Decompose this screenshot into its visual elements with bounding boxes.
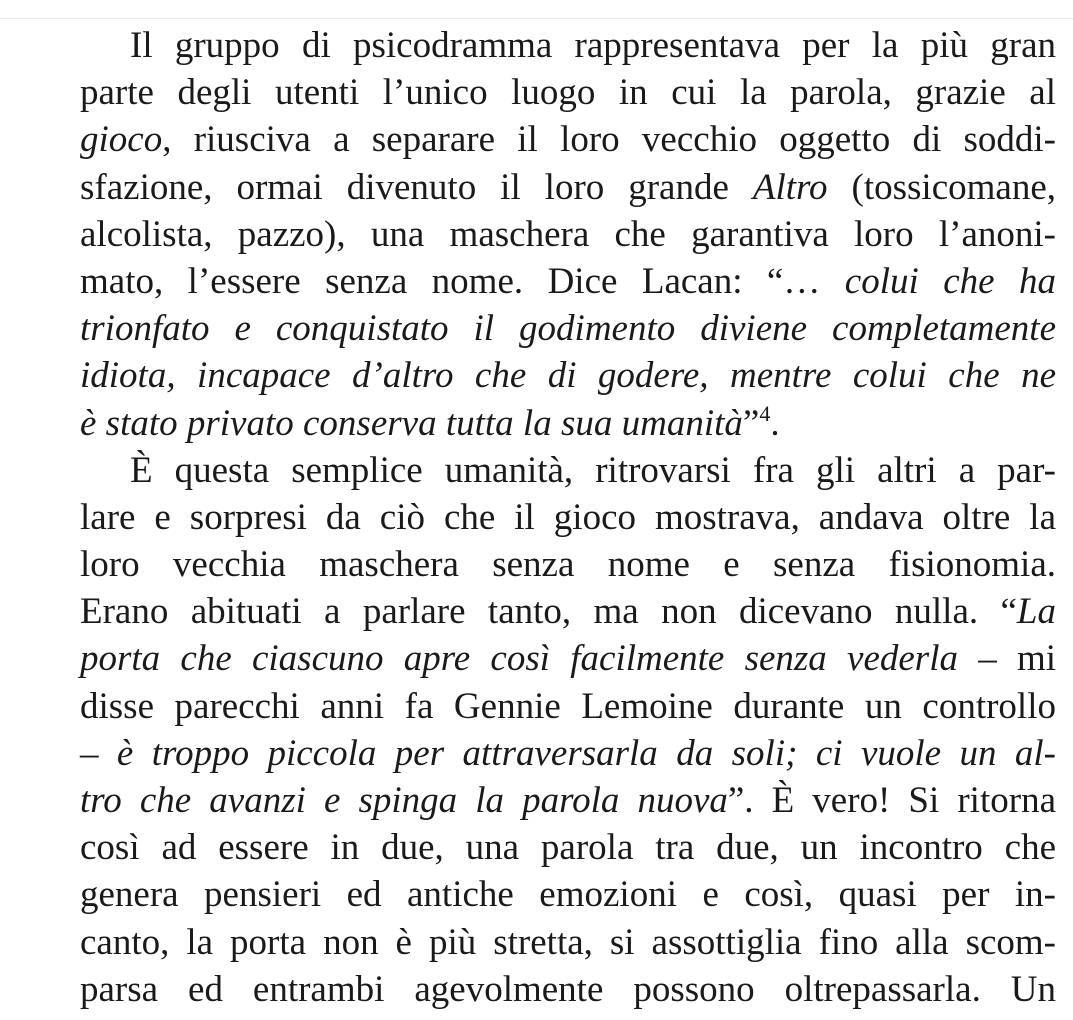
text-line <box>80 919 1056 966</box>
italic-text-run: è troppo piccola per attraversarla da soli; ci vuole un al- <box>116 732 1056 774</box>
text-run: Il gruppo di psicodramma rappresentava per la più gran <box>130 25 1056 66</box>
italic-text-run: La <box>1016 591 1056 633</box>
text-line <box>80 541 1056 588</box>
text-run: così ad essere in due, una parola tra due, un incontro che <box>80 827 1056 869</box>
text-line <box>80 69 1056 116</box>
italic-text-run: gioco <box>80 119 163 161</box>
text-line <box>80 116 1056 163</box>
text-run: , riusciva a separare il loro vecchio oggetto di soddi- <box>162 119 1056 161</box>
text-run: – <box>80 732 117 774</box>
italic-text-run: porta che ciascuno apre così facilmente senza vederla <box>80 638 958 680</box>
italic-text-run: trionfato e conquistato il godimento diviene completamente <box>80 308 1056 350</box>
document-body <box>80 22 1056 1013</box>
text-line <box>80 871 1056 918</box>
text-run: canto, la porta non è più stretta, si assottiglia fino alla scom- <box>80 921 1056 963</box>
italic-text-run: tro che avanzi e spinga la parola nuova <box>80 780 728 821</box>
text-line <box>80 635 1056 682</box>
page-top-border <box>0 18 1073 19</box>
paragraph <box>80 22 1056 447</box>
text-run: Erano abituati a parlare tanto, ma non dicevano nulla. “ <box>80 591 1017 633</box>
text-run: (tossicomane, <box>827 166 1056 208</box>
text-run: sfazione, ormai divenuto il loro grande <box>80 166 753 208</box>
text-line <box>80 824 1056 871</box>
text-line <box>80 966 1056 1013</box>
italic-text-run: è stato privato conserva tutta la sua umanità <box>80 402 743 444</box>
text-run: lare e sorpresi da ciò che il gioco mostrava, andava oltre la <box>80 496 1056 538</box>
text-line <box>80 777 1056 824</box>
italic-text-run: colui che ha <box>844 260 1056 302</box>
text-line <box>80 211 1056 258</box>
text-line <box>80 400 1056 447</box>
text-run: mato, l’essere senza nome. Dice Lacan: “… <box>80 260 845 302</box>
text-run: . <box>770 402 780 444</box>
text-run: loro vecchia maschera senza nome e senza fisionomia. <box>80 544 1056 586</box>
footnote-marker: 4 <box>759 400 771 426</box>
text-line <box>80 494 1056 541</box>
italic-text-run: Altro <box>752 166 828 208</box>
text-line <box>80 258 1056 305</box>
text-run: alcolista, pazzo), una maschera che garantiva loro l’anoni- <box>80 213 1056 255</box>
text-line <box>80 588 1056 635</box>
italic-text-run: idiota, incapace d’altro che di godere, mentre colui che ne <box>80 355 1056 397</box>
text-line <box>80 22 1056 69</box>
text-run: È questa semplice umanità, ritrovarsi fra gli altri a par- <box>130 449 1056 491</box>
text-run: ” <box>742 402 760 444</box>
text-line <box>80 730 1056 777</box>
text-run: parsa ed entrambi agevolmente possono oltrepassarla. Un <box>80 968 1056 1010</box>
paragraph <box>80 447 1056 1013</box>
text-run: parte degli utenti l’unico luogo in cui la parola, grazie al <box>80 72 1056 114</box>
text-run: ”. È vero! Si ritorna <box>727 780 1056 821</box>
text-line <box>80 447 1056 494</box>
text-line <box>80 305 1056 352</box>
text-run: genera pensieri ed antiche emozioni e così, quasi per in- <box>80 874 1056 916</box>
text-run: – mi <box>957 638 1057 680</box>
text-run: disse parecchi anni fa Gennie Lemoine durante un controllo <box>80 685 1056 727</box>
text-line <box>80 352 1056 399</box>
text-line <box>80 164 1056 211</box>
text-line <box>80 683 1056 730</box>
